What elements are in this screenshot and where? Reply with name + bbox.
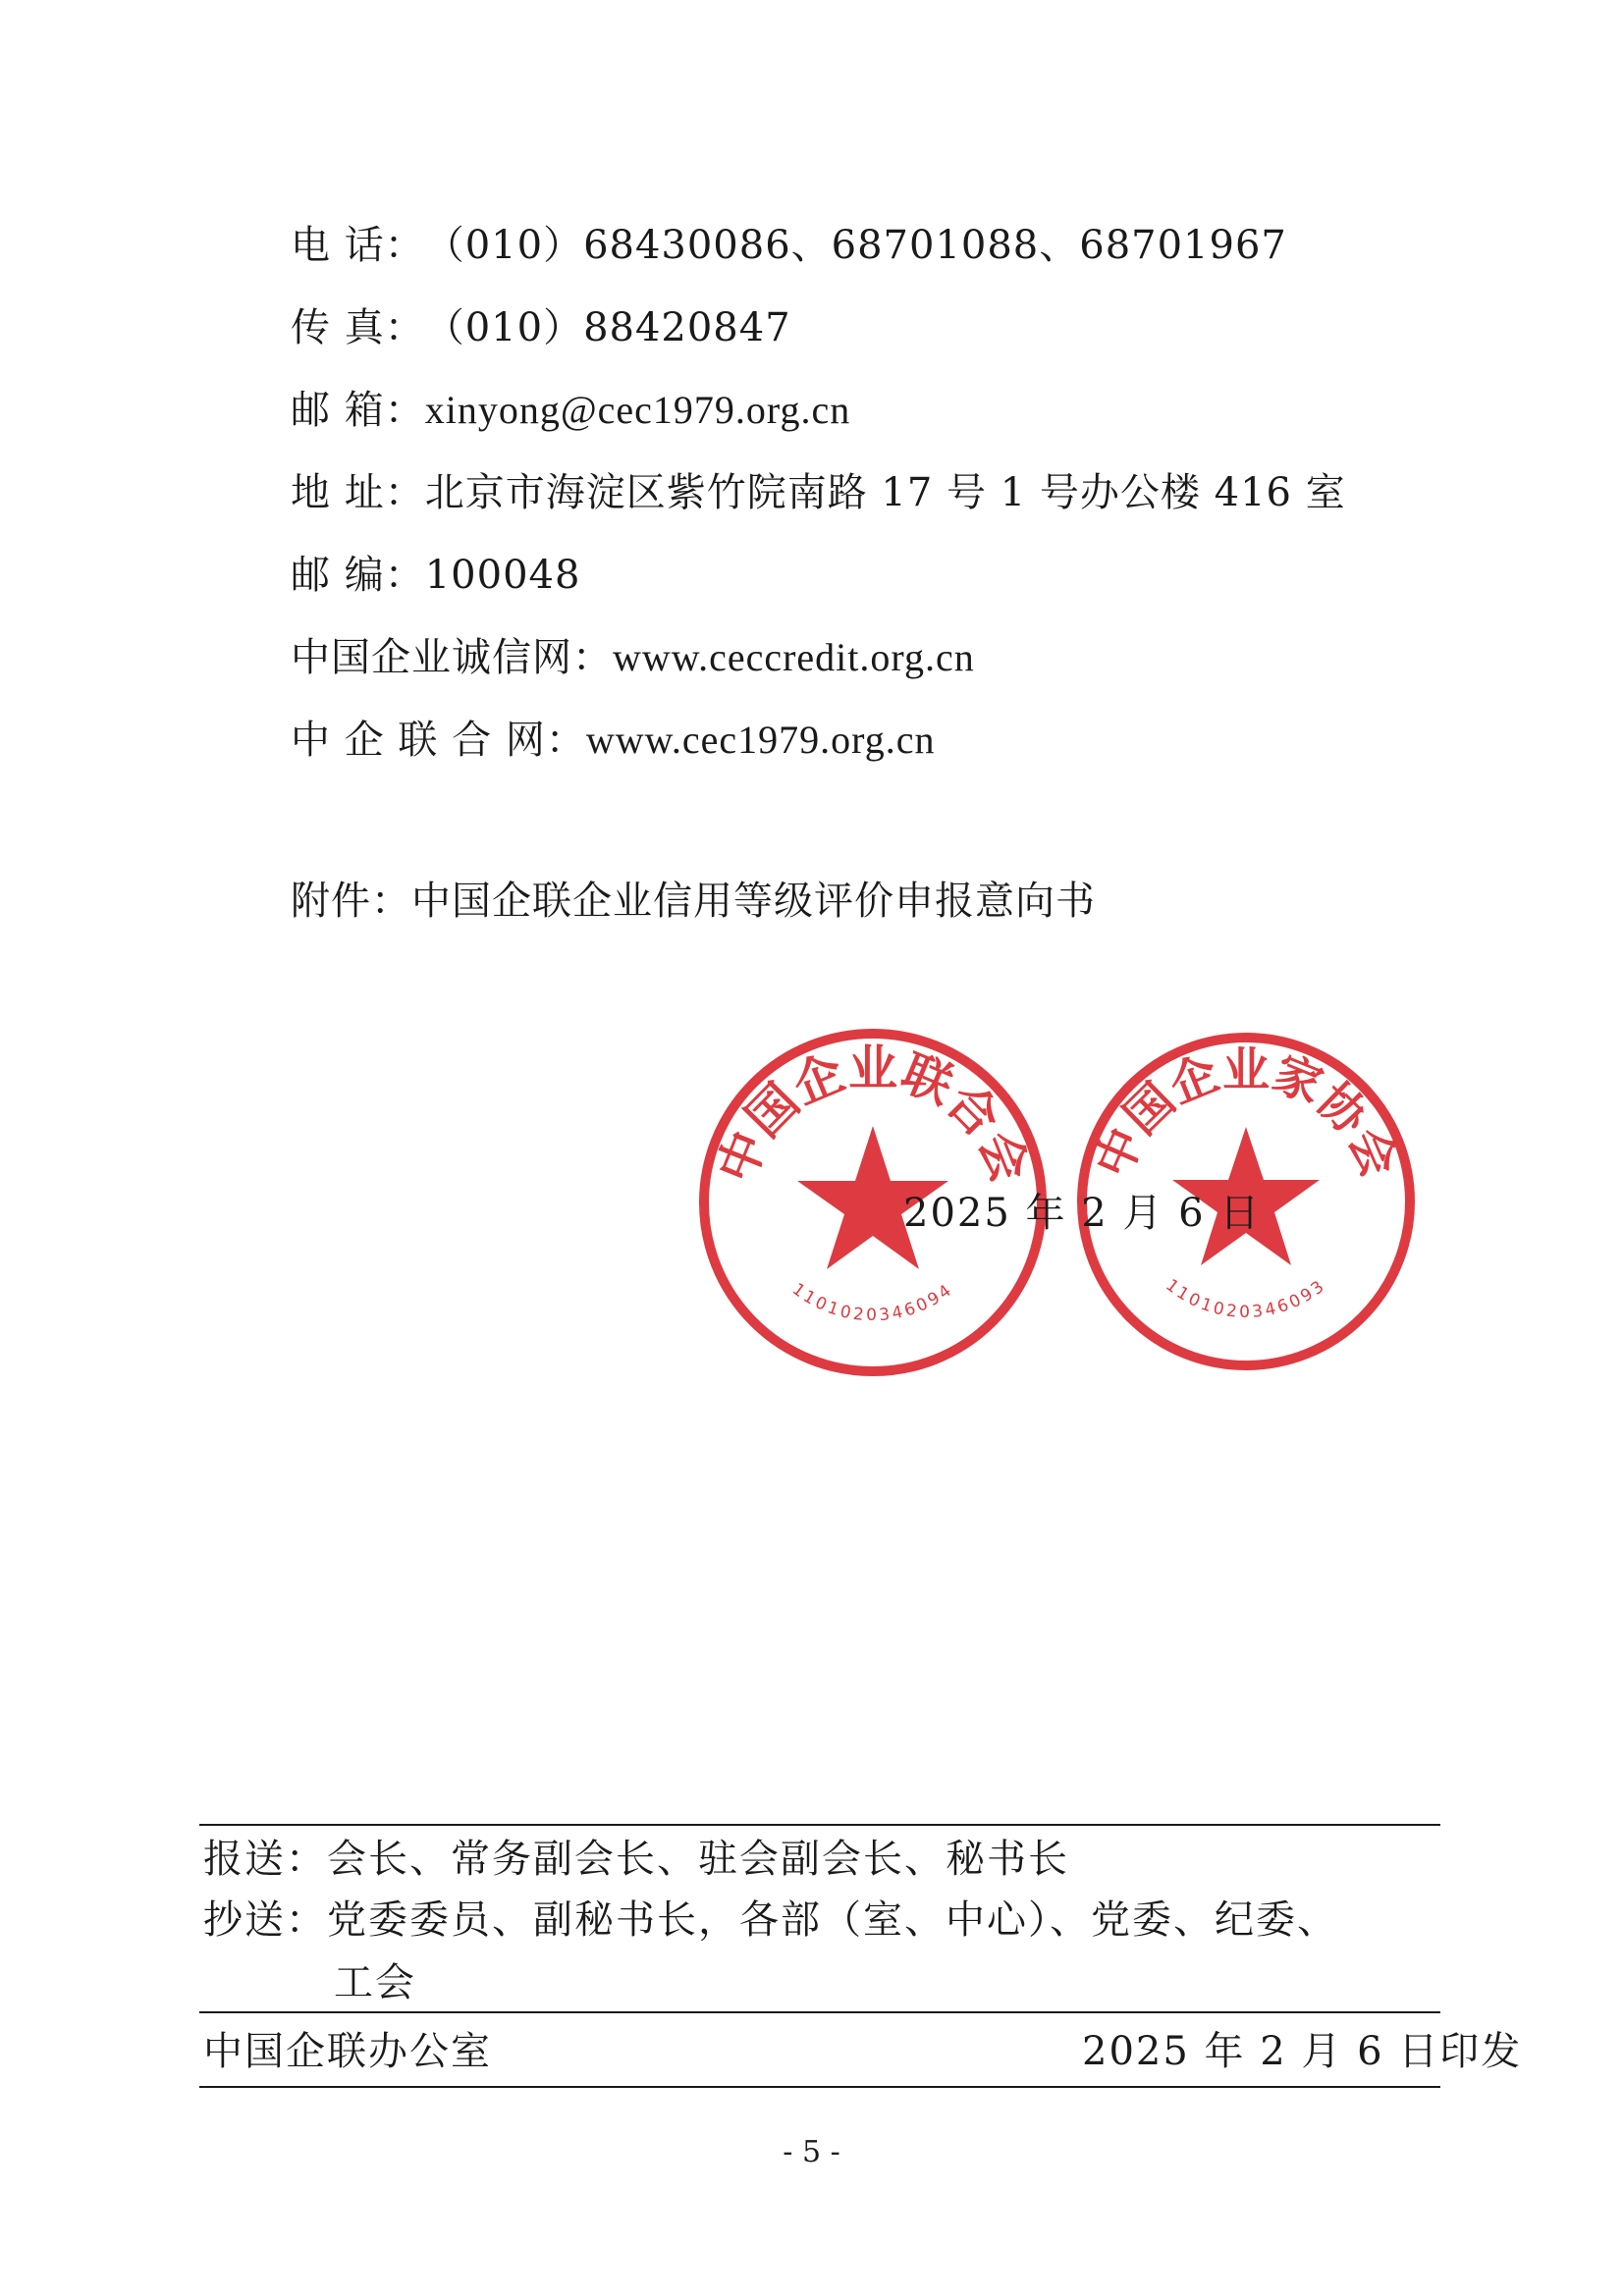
email-line (291, 387, 850, 434)
website-cec-link[interactable]: www.cec1979.org.cn (585, 718, 936, 762)
seal-entrepreneurs-name: 中国企业家协会 (1085, 1041, 1407, 1186)
phone-value: （010）68430086、68701088、68701967 (424, 223, 1287, 268)
seal-federation-code: 1101020346094 (787, 1279, 958, 1326)
website-cec-line (291, 717, 936, 764)
website-credit-line (291, 634, 975, 681)
issuing-office: 中国企联办公室 (203, 2029, 492, 2074)
svg-text:1101020346094 (788, 1279, 957, 1325)
copy-to-recipients: 党委委员、副秘书长，各部（室、中心）、党委、纪委、 (327, 1897, 1338, 1943)
email-value[interactable]: xinyong@cec1979.org.cn (424, 388, 851, 432)
attachment-title: 中国企联企业信用等级评价申报意向书 (411, 879, 1096, 924)
report-to-recipients: 会长、常务副会长、驻会副会长、秘书长 (327, 1837, 1069, 1882)
fax-label: 传 真： (291, 305, 425, 350)
postcode-value: 100048 (424, 553, 581, 598)
email-label: 邮 箱： (291, 388, 425, 433)
seal-entrepreneurs-code: 1101020346093 (1162, 1275, 1330, 1322)
address-line (291, 469, 1346, 516)
address-value: 北京市海淀区紫竹院南路 17 号 1 号办公楼 416 室 (424, 470, 1346, 515)
page-number: - 5 - (783, 2135, 840, 2169)
address-label: 地 址： (291, 470, 425, 515)
signature-date: 2025 年 2 月 6 日 (903, 1191, 1262, 1236)
phone-label: 电 话： (291, 223, 425, 268)
fax-value: （010）88420847 (424, 305, 791, 350)
website-credit-link[interactable]: www.ceccredit.org.cn (613, 635, 975, 679)
svg-text:1101020346093 (1162, 1275, 1329, 1322)
report-to-line (203, 1836, 1069, 1883)
copy-to-continuation: 工会 (334, 1960, 416, 2005)
phone-line (291, 222, 1287, 269)
seal-federation-name: 中国企业联合会 (706, 1039, 1040, 1191)
postcode-line (291, 552, 580, 599)
attachment-label: 附件： (291, 879, 411, 924)
divider-bottom (199, 2086, 1440, 2088)
copy-to-label: 抄送： (203, 1897, 327, 1943)
postcode-label: 邮 编： (291, 553, 425, 598)
issue-date: 2025 年 2 月 6 日印发 (1082, 2029, 1523, 2074)
website-credit-label: 中国企业诚信网： (291, 635, 613, 680)
divider-top (199, 1824, 1440, 1826)
report-to-label: 报送： (203, 1837, 327, 1882)
website-cec-label: 中 企 联 合 网： (291, 718, 586, 763)
copy-to-line (203, 1896, 1338, 1944)
divider-middle (199, 2011, 1440, 2013)
fax-line (291, 304, 791, 351)
attachment-line (291, 878, 1096, 925)
